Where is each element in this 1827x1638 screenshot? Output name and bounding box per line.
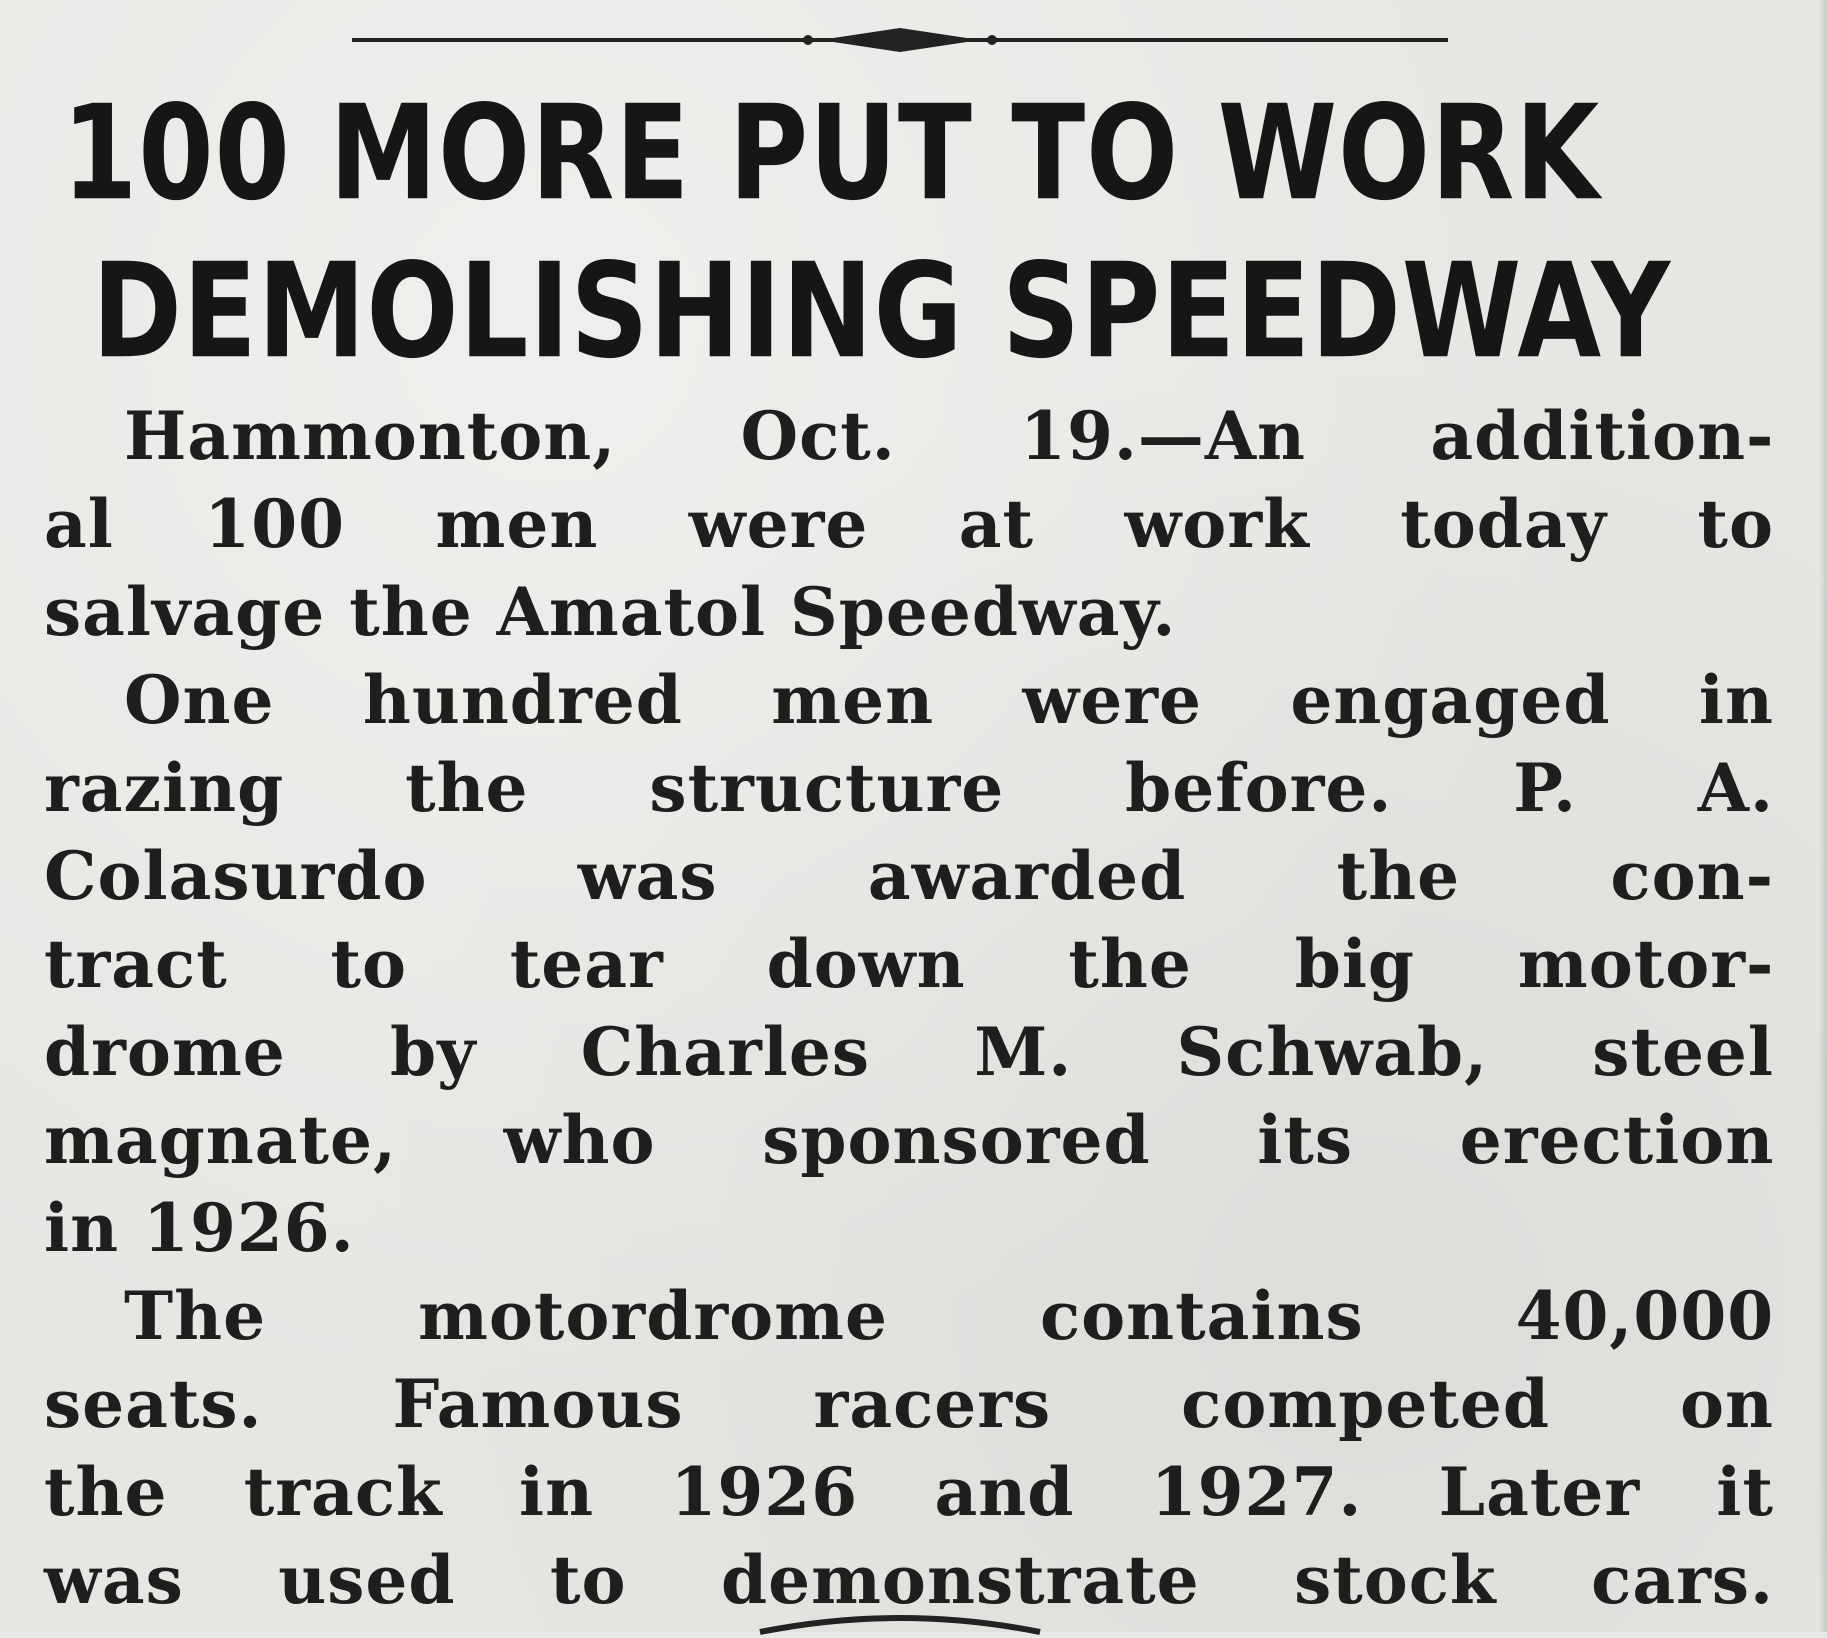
text-line: tract to tear down the big motor- [44, 925, 1775, 1003]
ornamental-rule-top [0, 18, 1827, 58]
text-line: magnate, who sponsored its erection [44, 1101, 1775, 1179]
text-line: seats. Famous racers competed on [44, 1365, 1774, 1443]
text-line: al 100 men were at work today to [44, 485, 1774, 563]
article-body [44, 392, 1774, 1624]
paragraph-1 [44, 392, 1774, 656]
text-line: salvage the Amatol Speedway. [44, 573, 1177, 651]
text-line: drome by Charles M. Schwab, steel [44, 1013, 1774, 1091]
page-edge-shadow [1819, 0, 1827, 1632]
text-line: the track in 1926 and 1927. Later it [44, 1453, 1774, 1531]
paragraph-3 [44, 1272, 1774, 1624]
text-line: One hundred men were engaged in [124, 661, 1774, 739]
paragraph-2 [44, 656, 1774, 1272]
text-line: in 1926. [44, 1189, 355, 1267]
headline-line-1: 100 MORE PUT TO WORK [62, 76, 1601, 230]
text-line: razing the structure before. P. A. [44, 749, 1774, 827]
text-line: Hammonton, Oct. 19.—An addition- [124, 397, 1775, 475]
text-line: The motordrome contains 40,000 [124, 1277, 1775, 1355]
headline-line-2: DEMOLISHING SPEEDWAY [92, 234, 1671, 388]
text-line: was used to demonstrate stock cars. [44, 1541, 1774, 1619]
ornamental-rule-bottom [0, 1598, 1827, 1638]
text-line: Colasurdo was awarded the con- [44, 837, 1774, 915]
